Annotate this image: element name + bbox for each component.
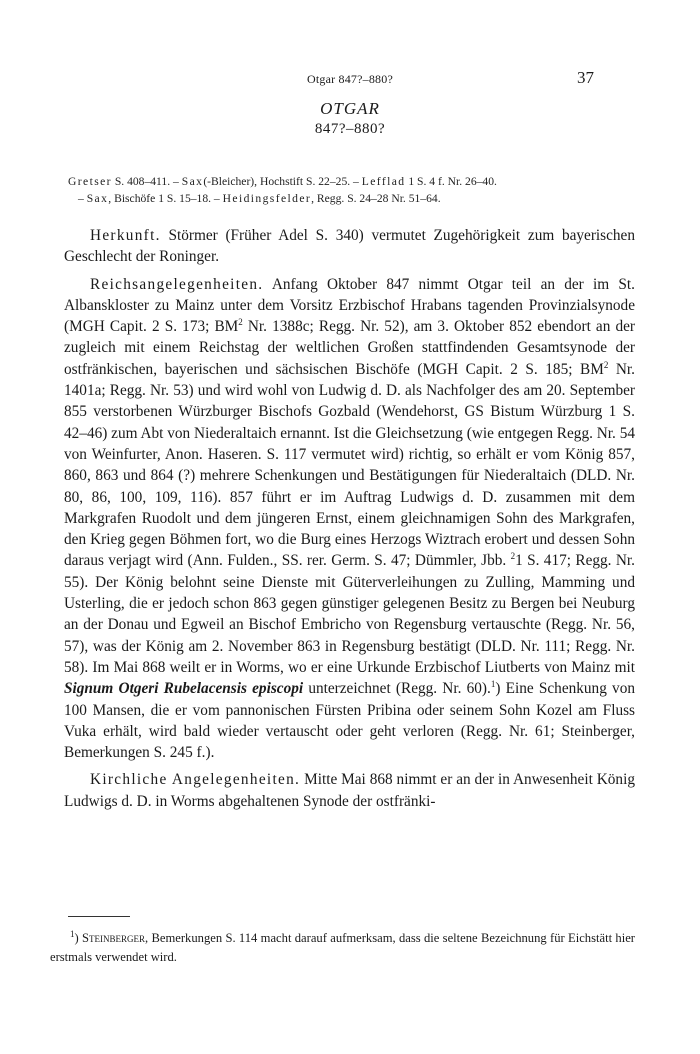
body-text	[64, 225, 635, 818]
footnote-author: Steinberger	[82, 931, 146, 945]
superscript: 2	[603, 359, 609, 370]
lit-ref: , Bischöfe 1 S. 15–18. –	[108, 192, 223, 205]
running-head-title: Otgar 847?–880?	[307, 72, 393, 86]
footnote-reference[interactable]: 1	[490, 679, 496, 690]
paragraph-text: unterzeichnet (Regg. Nr. 60).	[303, 680, 491, 698]
lit-author: Heidingsfelder	[222, 192, 312, 205]
superscript: 2	[510, 551, 516, 562]
lit-dash: –	[78, 192, 87, 205]
paragraph-herkunft	[64, 225, 635, 268]
paragraph-text: Störmer (Früher Adel S. 340) vermutet Zugehörigkeit zum bayerischen Geschlecht der Roninger.	[64, 227, 635, 266]
paragraph-text: Anfang Oktober 847 nimmt Otgar teil an der im St. Albanskloster zu Mainz unter dem Vorsitz Erzbischof Hrabans tagenden Provinzialsynode (MGH Capit. 2 S. 173; BM	[64, 275, 635, 336]
paragraph-text: 1 S. 417; Regg. Nr. 55). Der König belohnt seine Dienste mit Güterverleihungen zu Zulling, Mamming und Usterling, die er jedoch schon 863 gegen günstiger gelegenen Besitz zu Bergen bei Neuburg an der Donau und Egweil an Bischof Embricho von Regensburg vertauschte (Regg. Nr. 56, 57), was der König am 2. November 863 in Regensburg bestätigt (DLD. Nr. 111; Regg. Nr. 58). Im Mai 868 weilt er in Worms, wo er eine Urkunde Erzbischof Liutberts von Mainz mit	[64, 552, 635, 676]
literature-line	[68, 173, 628, 190]
section-heading: Kirchliche Angelegenheiten.	[90, 771, 301, 789]
lit-ref: S. 408–411. –	[111, 175, 182, 188]
paragraph-reichsangelegenheiten	[64, 274, 635, 764]
lit-author: Lefflad	[361, 175, 406, 188]
paragraph-text: Nr. 1401a; Regg. Nr. 53) und wird wohl von Ludwig d. D. als Nachfolger des am 20. September 855 verstorbenen Würzburger Bischofs Gozbald (Wendehorst, GS Bistum Würzburg 1 S. 42–46) zum Abt von Niederaltaich ernannt. Ist die Gleichsetzung (wie entgegen Regg. Nr. 54 von Weinfurter, Anon. Haseren. S. 117 vermutet wird) richtig, so erhält er vom König 857, 860, 863 und 864 (?) mehrere Schenkungen und Bestätigungen für Niederaltaich (DLD. Nr. 80, 86, 100, 109, 116). 857 führt er im Auftrag Ludwigs d. D. zusammen mit dem Markgrafen Ruodolt und dem jüngeren Ernst, einem gleichnamigen Sohn des Markgrafen, den Krieg gegen Böhmen fort, wo die Burg eines Herzogs Wiztrach erobert und dessen Sohn daraus verjagt wird (Ann. Fulden., SS. rer. Germ. S. 47; Dümmler, Jbb.	[64, 360, 635, 570]
lit-ref: 1 S. 4 f. Nr. 26–40.	[405, 175, 497, 188]
footnote-rule	[68, 916, 130, 917]
lit-ref: (-Bleicher), Hochstift S. 22–25. –	[203, 175, 362, 188]
lit-author: Gretser	[68, 175, 112, 188]
section-heading: Reichsangelegenheiten.	[90, 275, 264, 293]
footnote: $^1$) Steinberger, Bemerkungen S. 114 macht darauf aufmerksam, dass die seltene Bezeichnung für Eichstätt hier erstmals verwendet wird.	[50, 928, 635, 964]
entry-title: OTGAR	[320, 99, 380, 118]
superscript: 2	[238, 317, 243, 328]
paragraph-text: ) Eine Schenkung von 100 Mansen, die er vom pannonischen Fürsten Pribina oder seinem Sohn Kozel am Fluss Vuka erhält, wird bald wieder vertauscht oder geht verloren (Regg. Nr. 61; Steinberger, Bemerkungen S. 245 f.).	[64, 680, 636, 762]
literature-block	[68, 173, 628, 207]
running-head	[0, 68, 700, 88]
paragraph-text: Nr. 1388c; Regg. Nr. 52), am 3. Oktober 852 ebendort an der zugleich mit einem Reichstag der weltlichen Großen stattfindenden Gesamtsynode der ostfränkischen, bayerischen und sächsischen Bischöfe (MGH Capit. 2 S. 185; BM	[64, 318, 636, 378]
literature-line	[68, 190, 628, 207]
signum-quote: Signum Otgeri Rubelacensis episcopi	[64, 680, 304, 698]
lit-ref: , Regg. S. 24–28 Nr. 51–64.	[311, 192, 441, 205]
lit-author: Sax	[86, 192, 109, 205]
lit-author: Sax	[181, 175, 204, 188]
paragraph-kirchliche	[64, 769, 635, 812]
paragraph-text: Mitte Mai 868 nimmt er an der in Anwesenheit König Ludwigs d. D. in Worms abgehaltenen Synode der ostfränki-	[64, 771, 635, 810]
entry-dates: 847?–880?	[314, 121, 386, 137]
section-heading: Herkunft.	[90, 227, 161, 244]
page-number: 37	[577, 68, 594, 87]
footnote-marker: 1	[70, 928, 75, 939]
footnote-text: , Bemerkungen S. 114 macht darauf aufmerksam, dass die seltene Bezeichnung für Eichstätt hier erstmals verwendet wird.	[50, 931, 635, 964]
